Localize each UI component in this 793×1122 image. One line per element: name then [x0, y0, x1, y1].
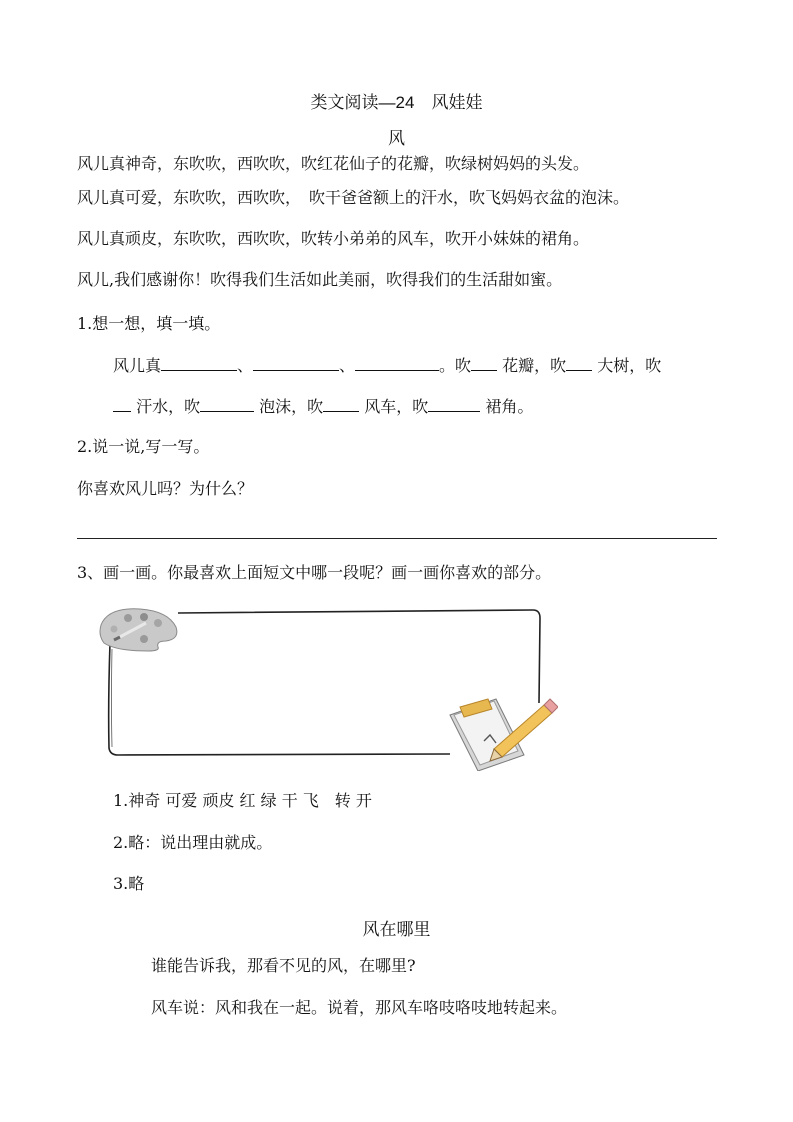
poem-line-1: 风儿真神奇，东吹吹，西吹吹，吹红花仙子的花瓣，吹绿树妈妈的头发。	[77, 154, 590, 173]
fill-blank[interactable]	[428, 395, 480, 412]
poem-line-4: 风儿,我们感谢你！吹得我们生活如此美丽，吹得我们的生活甜如蜜。	[77, 270, 563, 289]
poem-line-3: 风儿真顽皮，东吹吹，西吹吹，吹转小弟弟的风车，吹开小妹妹的裙角。	[77, 229, 590, 248]
story-line-1: 谁能告诉我，那看不见的风，在哪里?	[151, 956, 416, 975]
palette-icon	[100, 609, 177, 651]
fill-text: 、	[339, 356, 356, 375]
answer-3: 3.略	[113, 874, 145, 893]
fill-text: 、	[237, 356, 254, 375]
question-2-heading: 2.说一说,写一写。	[77, 437, 210, 456]
fill-blank[interactable]	[323, 395, 359, 412]
poem-line-2: 风儿真可爱，东吹吹，西吹吹， 吹干爸爸额上的汗水，吹飞妈妈衣盆的泡沫。	[77, 188, 630, 207]
answer-line[interactable]	[77, 538, 717, 539]
fill-text: 汗水，吹	[131, 397, 201, 416]
fill-text: 花瓣，吹	[497, 356, 567, 375]
drawing-frame[interactable]	[98, 603, 558, 771]
page-title: 类文阅读—24 风娃娃	[310, 93, 483, 112]
story-line-2: 风车说：风和我在一起。说着，那风车咯吱咯吱地转起来。	[151, 998, 568, 1017]
question-3-heading: 3、画一画。你最喜欢上面短文中哪一段呢？画一画你喜欢的部分。	[77, 563, 552, 582]
fill-text: 。吹	[439, 356, 472, 375]
fill-text: 裙角。	[480, 397, 534, 416]
fill-text: 风车，吹	[359, 397, 429, 416]
answer-2: 2.略：说出理由就成。	[113, 833, 273, 852]
fill-blank[interactable]	[161, 354, 237, 371]
question-1-row-1	[113, 354, 661, 377]
fill-blank[interactable]	[113, 395, 131, 412]
question-1-row-2	[113, 395, 533, 418]
fill-text: 大树，吹	[592, 356, 662, 375]
fill-blank[interactable]	[566, 354, 592, 371]
fill-blank[interactable]	[200, 395, 254, 412]
fill-text: 风儿真	[113, 356, 162, 375]
clipboard-pencil-icon	[450, 699, 558, 771]
answer-1: 1.神奇 可爱 顽皮 红 绿 干 飞 转 开	[113, 791, 372, 810]
story-title: 风在哪里	[362, 920, 431, 940]
fill-text: 泡沫，吹	[254, 397, 324, 416]
fill-blank[interactable]	[253, 354, 339, 371]
fill-blank[interactable]	[471, 354, 497, 371]
poem-title: 风	[388, 129, 405, 149]
question-2-prompt: 你喜欢风儿吗？为什么？	[77, 479, 254, 498]
question-1-heading: 1.想一想，填一填。	[77, 314, 221, 333]
fill-blank[interactable]	[355, 354, 439, 371]
